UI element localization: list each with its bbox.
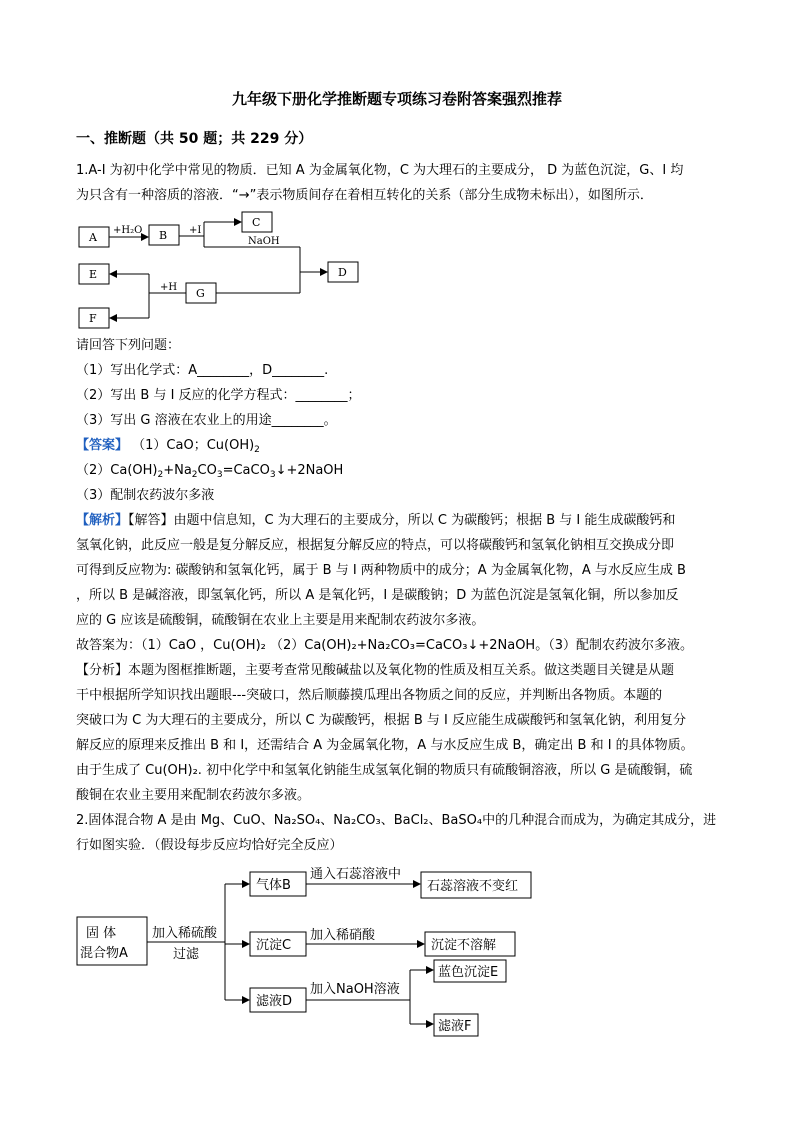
answer-label: 【答案】 — [76, 438, 129, 453]
q1-analysis-line1: 【解析】【解答】由题中信息知，C 为大理石的主要成分，所以 C 为碳酸钙；根据 B 与 I 能生成碳酸钙和 — [76, 513, 676, 528]
node-b-label: B — [159, 229, 168, 242]
label-h2o: +H₂O — [113, 225, 143, 236]
section-heading: 一、推断题（共 50 题；共 229 分） — [76, 131, 313, 147]
q2-stem-line2: 行如图实验．（假设每步反应均恰好完全反应） — [76, 838, 343, 853]
op-gas-label: 通入石蕊溶液中 — [310, 867, 402, 882]
filt-d-label: 滤液D — [256, 994, 293, 1009]
op-filt-label: 加入NaOH溶液 — [310, 982, 400, 997]
q1-analysis-line4: ，所以 B 是碱溶液，即氢氧化钙，所以 A 是氧化钙，I 是碳酸钠；D 为蓝色沉淀是氢氧化铜，所以参加反 — [76, 588, 679, 603]
filt-f-label: 滤液F — [438, 1019, 472, 1034]
q1-stem-line1: 1.A-I 为初中化学中常见的物质．已知 A 为金属氧化物，C 为大理石的主要成分， D 为蓝色沉淀，G、I 均 — [76, 163, 684, 178]
result-prec-label: 沉淀不溶解 — [431, 938, 497, 953]
q1-sub3: （3）写出 G 溶液在农业上的用途________。 — [76, 413, 337, 428]
prec-e-label: 蓝色沉淀E — [438, 965, 499, 980]
q1-answer1: 【答案】 （1）CaO；$Cu(OH)_2$ — [76, 438, 260, 455]
step1-label1: 加入稀硫酸 — [152, 926, 218, 941]
label-naoh: NaOH — [248, 236, 280, 247]
q1-final-answer: 故答案为：（1）CaO ，Cu(OH)₂ （2）Ca(OH)₂+Na₂CO₃=CaCO₃↓+2NaOH。（3）配制农药波尔多液。 — [76, 638, 693, 653]
op-prec-label: 加入稀硝酸 — [310, 928, 376, 943]
q1-fenxi-line2: 干中根据所学知识找出题眼---突破口，然后顺藤摸瓜理出各物质之间的反应，并判断出各物质。本题的 — [76, 688, 663, 703]
solid-mixture-label2: 混合物A — [80, 946, 128, 961]
fenxi-label: 【分析】 — [76, 663, 129, 678]
label-i: +I — [189, 225, 202, 236]
label-h: +H — [160, 282, 178, 293]
node-d-label: D — [338, 266, 347, 279]
solid-mixture-label1: 固 体 — [86, 926, 117, 941]
prec-c-label: 沉淀C — [256, 938, 292, 953]
q1-fenxi-line6: 酸铜在农业主要用来配制农药波尔多液。 — [76, 788, 311, 803]
q1-flow-diagram — [76, 208, 376, 336]
page-title: 九年级下册化学推断题专项练习卷附答案强烈推荐 — [231, 90, 562, 108]
q1-fenxi-line1: 【分析】本题为图框推断题，主要考查常见酸碱盐以及氧化物的性质及相互关系。做这类题目关键是从题 — [76, 663, 675, 678]
q1-fenxi-line4: 解反应的原理来反推出 B 和 I，还需结合 A 为金属氧化物，A 与水反应生成 B，确定出 B 和 I 的具体物质。 — [76, 738, 694, 753]
step1-label2: 过滤 — [173, 947, 200, 962]
node-c-label: C — [252, 216, 261, 229]
q1-analysis-line2: 氢氧化钠，此反应一般是复分解反应，根据复分解反应的特点，可以将碳酸钙和氢氧化钠相互交换成分即 — [76, 538, 675, 553]
q1-answer2: $(2)Ca(OH)_2+Na_2CO_3=CaCO_3↓+2NaOH$ — [76, 463, 344, 480]
result-gas-label: 石蕊溶液不变红 — [427, 879, 519, 894]
q1-analysis-line5: 应的 G 应该是硫酸铜，硫酸铜在农业上主要是用来配制农药波尔多液。 — [76, 613, 485, 628]
q1-sub2: （2）写出 B 与 I 反应的化学方程式：________； — [76, 388, 361, 403]
q1-fenxi-line5: 由于生成了 Cu(OH)₂. 初中化学中和氢氧化钠能生成氢氧化铜的物质只有硫酸铜溶液，所以 G 是硫酸铜，硫 — [76, 763, 693, 778]
q1-answer3: （3）配制农药波尔多液 — [76, 488, 215, 503]
q1-sub1: （1）写出化学式：A________，D________. — [76, 363, 329, 378]
node-g-label: G — [196, 287, 205, 300]
q2-experiment-diagram — [76, 862, 536, 1038]
node-f-label: F — [89, 312, 97, 325]
q1-analysis-line3: 可得到反应物为: 碳酸钠和氢氧化钙，属于 B 与 I 两种物质中的成分；A 为金属氧化物，A 与水反应生成 B — [76, 563, 686, 578]
q1-fenxi-line3: 突破口为 C 为大理石的主要成分，所以 C 为碳酸钙，根据 B 与 I 反应能生成碳酸钙和氢氧化钠，利用复分 — [76, 713, 686, 728]
analysis-label: 【解析】 — [76, 513, 129, 528]
node-a-label: A — [89, 231, 97, 244]
node-e-label: E — [89, 268, 98, 281]
q1-stem-line2: 为只含有一种溶质的溶液．“→”表示物质间存在着相互转化的关系（部分生成物未标出），如图所示． — [76, 188, 653, 203]
gas-b-label: 气体B — [256, 878, 291, 893]
q2-stem-line1: 2.固体混合物 A 是由 Mg、CuO、Na₂SO₄、Na₂CO₃、BaCl₂、BaSO₄中的几种混合而成为，为确定其成分，进 — [76, 813, 717, 828]
q1-prompt: 请回答下列问题： — [76, 338, 181, 353]
